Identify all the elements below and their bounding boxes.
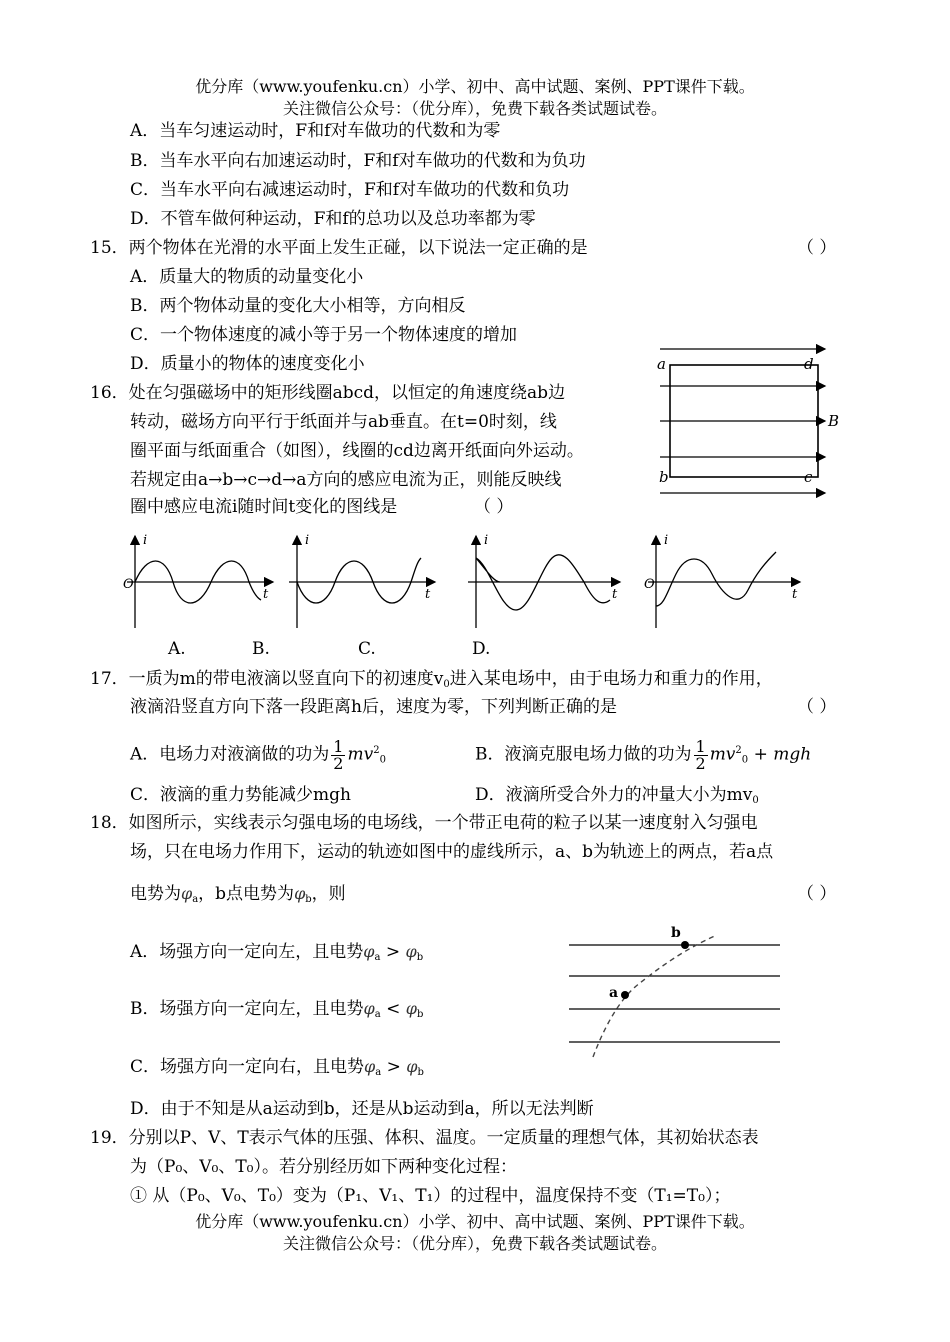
q16-line-4: 若规定由a→b→c→d→a方向的感应电流为正，则能反映线 [130, 470, 562, 490]
point-a-label: a [609, 985, 619, 1001]
point-b [681, 941, 689, 949]
q19-line-1: 19．分别以P、V、T表示气体的压强、体积、温度。一定质量的理想气体，其初始状态表 [90, 1128, 759, 1148]
q15-stem: 15．两个物体在光滑的水平面上发生正碰，以下说法一定正确的是 [90, 238, 588, 258]
svg-text:i: i [305, 533, 310, 548]
q18-option-b: B．场强方向一定向左，且电势$\varphi_a < \varphi_b$ [130, 999, 424, 1020]
current-curve [297, 558, 421, 603]
q17-line-2: 液滴沿竖直方向下落一段距离h后，速度为零，下列判断正确的是 [130, 697, 617, 717]
svg-text:i: i [143, 533, 148, 548]
q18-answer-paren: （ ） [797, 884, 837, 904]
graph-label-c: C. [358, 639, 376, 659]
footer-line-2: 关注微信公众号：（优分库），免费下载各类试题试卷。 [282, 1234, 667, 1253]
graph-b [285, 530, 450, 630]
graph-label-d: D. [472, 639, 491, 659]
svg-text:O: O [123, 577, 134, 592]
svg-text:t: t [263, 587, 269, 602]
graph-label-a: A. [168, 639, 186, 659]
fraction-half: $\frac{1}{2}$ [333, 736, 344, 773]
point-a [621, 991, 629, 999]
q18-option-a: A．场强方向一定向左，且电势$\varphi_a > \varphi_b$ [130, 942, 424, 963]
q17-option-d: D．液滴所受合外力的冲量大小为$mv_0$ [475, 785, 759, 806]
q17-option-c: C．液滴的重力势能减少mgh [130, 785, 351, 805]
coil-label-b: b [659, 468, 669, 486]
q17-option-b: B．液滴克服电场力做的功为 $\frac{1}{2}$ $mv^2_0$ + mgh [475, 736, 812, 773]
coil-label-d: d [804, 355, 814, 373]
q18-option-c: C．场强方向一定向右，且电势$\varphi_a > \varphi_b$ [130, 1057, 424, 1078]
q15-option-c: C．一个物体速度的减小等于另一个物体速度的增加 [130, 325, 518, 345]
header-line-1: 优分库（www.youfenku.cn）小学、初中、高中试题、案例、PPT课件下载。 [195, 77, 755, 96]
q15-option-d: D．质量小的物体的速度变化小 [130, 354, 365, 374]
q17-line-1: 17．一质为m的带电液滴以竖直向下的初速度$v_0$进入某电场中，由于电场力和重力的作用， [90, 669, 773, 690]
svg-text:t: t [792, 587, 798, 602]
coil-figure [650, 340, 850, 500]
q15-option-a: A．质量大的物质的动量变化小 [130, 267, 364, 287]
svg-text:t: t [612, 587, 618, 602]
field-label-b: B [828, 412, 840, 430]
point-b-label: b [671, 925, 681, 941]
q16-line-3: 圈平面与纸面重合（如图），线圈的cd边离开纸面向外运动。 [130, 441, 584, 461]
q16-line-1: 16．处在匀强磁场中的矩形线圈abcd，以恒定的角速度绕ab边 [90, 383, 566, 403]
q18-line-3: 电势为$\varphi_a$，b点电势为$\varphi_b$，则 [130, 884, 346, 905]
field-trajectory-figure [565, 925, 785, 1060]
footer-line-1: 优分库（www.youfenku.cn）小学、初中、高中试题、案例、PPT课件下载。 [195, 1212, 755, 1231]
svg-text:O: O [644, 577, 655, 592]
graph-d [640, 530, 810, 630]
coil-label-a: a [657, 355, 666, 373]
q16-answer-paren: （ ） [474, 497, 514, 517]
graph-label-b: B. [252, 639, 270, 659]
graph-c [460, 530, 630, 630]
q18-line-2: 场，只在电场力作用下，运动的轨迹如图中的虚线所示，a、b为轨迹上的两点，若a点 [130, 842, 774, 862]
q14-option-b: B．当车水平向右加速运动时，F和f对车做功的代数和为负功 [130, 151, 586, 171]
q14-option-a: A．当车匀速运动时，F和f对车做功的代数和为零 [130, 121, 501, 141]
q15-option-b: B．两个物体动量的变化大小相等，方向相反 [130, 296, 466, 316]
q15-answer-paren: （ ） [797, 238, 837, 258]
graph-a [115, 530, 280, 630]
q16-line-5: 圈中感应电流i随时间t变化的图线是 [130, 497, 398, 517]
svg-text:t: t [425, 587, 431, 602]
svg-text:i: i [484, 533, 489, 548]
q14-option-c: C．当车水平向右减速运动时，F和f对车做功的代数和负功 [130, 180, 570, 200]
q17-option-a: A．电场力对液滴做的功为 $\frac{1}{2}$ $mv^2_0$ [130, 736, 386, 773]
q19-line-2: 为（P₀、V₀、T₀）。若分别经历如下两种变化过程： [130, 1157, 517, 1177]
header-line-2: 关注微信公众号：（优分库），免费下载各类试题试卷。 [282, 99, 667, 118]
q14-option-d: D．不管车做何种运动，F和f的总功以及总功率都为零 [130, 209, 536, 229]
fraction-half: $\frac{1}{2}$ [695, 736, 706, 773]
q18-line-1: 18．如图所示，实线表示匀强电场的电场线，一个带正电荷的粒子以某一速度射入匀强电 [90, 813, 758, 833]
q19-line-3: ① 从（P₀、V₀、T₀）变为（P₁、V₁、T₁）的过程中，温度保持不变（T₁=T₀）； [130, 1186, 731, 1206]
current-curve [656, 552, 776, 606]
q16-line-2: 转动，磁场方向平行于纸面并与ab垂直。在t=0时刻，线 [130, 412, 557, 432]
q17-answer-paren: （ ） [797, 697, 837, 717]
svg-text:i: i [664, 533, 669, 548]
coil-label-c: c [804, 468, 813, 486]
q18-option-d: D．由于不知是从a运动到b，还是从b运动到a，所以无法判断 [130, 1099, 594, 1119]
